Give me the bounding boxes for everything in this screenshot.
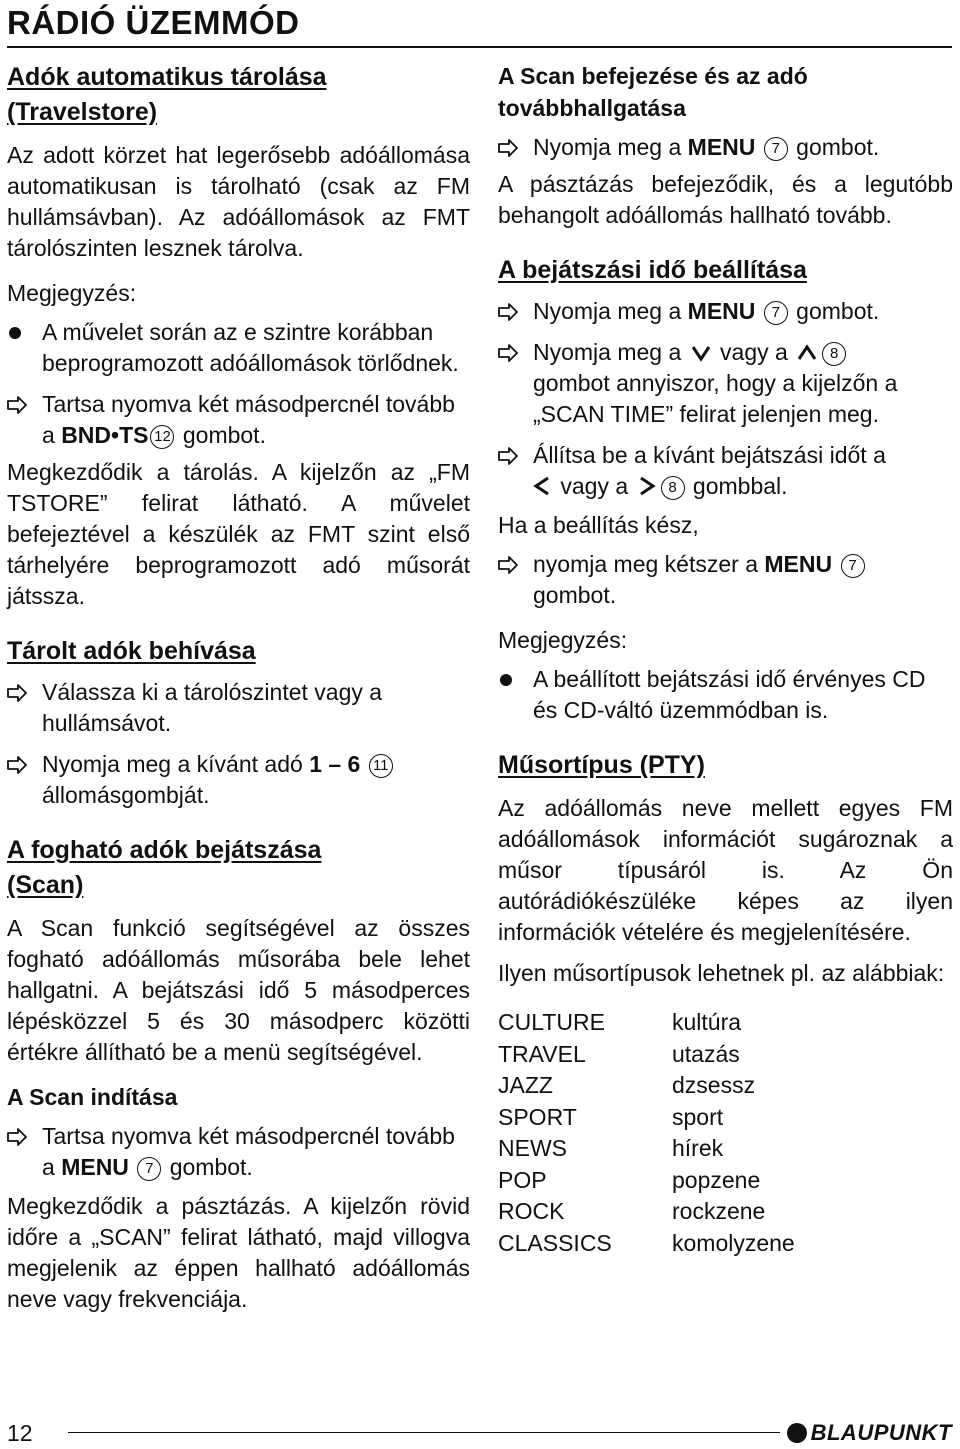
recall-heading: Tárolt adók behívása	[7, 637, 256, 665]
scan-time-done: Ha a beállítás kész,	[498, 512, 699, 538]
scan-time-step-1-text: Nyomja meg a	[533, 298, 688, 324]
pty-code: CULTURE	[498, 1009, 605, 1035]
travelstore-heading-line2: (Travelstore)	[7, 98, 158, 126]
pty-intro: Az adóállomás neve mellett egyes FM adóállomások információt sugároznak a műsor típusáról is. Az Ön autórádiókészüléke képes az ilyen információk vételére és megjelenítésére.	[498, 795, 953, 945]
note-bullet-text-right: A beállított bejátszási idő érvényes CD és CD-váltó üzemmódban is.	[533, 666, 926, 723]
pty-label: popzene	[672, 1166, 761, 1193]
button-number-badge: 7	[137, 1157, 161, 1181]
arrow-right-icon	[498, 556, 518, 574]
pty-label: rockzene	[672, 1198, 766, 1224]
bullet-icon	[500, 674, 512, 686]
arrow-right-icon	[7, 756, 27, 774]
button-number-badge: 7	[841, 554, 865, 578]
brand-dot-icon	[787, 1423, 807, 1443]
pty-list-intro: Ilyen műsortípusok lehetnek pl. az alábbiak:	[498, 960, 945, 986]
pty-code: CLASSICS	[498, 1229, 612, 1256]
note-bullet-text: A művelet során az e szintre korábban beprogramozott adóállomások törlődnek.	[42, 319, 459, 376]
pty-code: SPORT	[498, 1103, 577, 1130]
button-number-badge: 12	[150, 425, 174, 449]
scan-time-step-2-text: Nyomja meg a	[533, 339, 688, 365]
scan-start-step	[7, 1121, 470, 1183]
scan-time-step-2-text-end: gombot annyiszor, hogy a kijelzőn a „SCAN TIME” felirat jelenjen meg.	[533, 370, 898, 427]
scan-time-step-2-or: vagy a	[713, 339, 795, 365]
scan-time-step-3	[498, 440, 953, 502]
instruction-text: Tartsa nyomva két másodpercnél tovább a	[42, 391, 455, 448]
scan-heading	[7, 833, 470, 903]
travelstore-result: Megkezdődik a tárolás. A kijelzőn az „FM TSTORE” felirat látható. A művelet befejeztével a készülék az FMT szint első tárhelyére beprogramozott adó műsorát játssza.	[7, 459, 470, 609]
bnd-ts-key: BND•TS	[61, 422, 149, 448]
menu-key: MENU	[61, 1154, 129, 1180]
arrow-right-icon	[498, 303, 518, 321]
recall-step-1	[7, 677, 470, 739]
button-number-badge: 7	[764, 301, 788, 325]
travelstore-heading-line1: Adók automatikus tárolása	[7, 63, 327, 91]
menu-key: MENU	[687, 298, 756, 324]
scan-end-heading: A Scan befejezése és az adó továbbhallgatása	[498, 63, 808, 121]
menu-key: MENU	[687, 134, 756, 160]
preset-keys: 1 – 6	[309, 751, 361, 777]
header-divider	[7, 46, 952, 48]
chevron-down-icon	[691, 344, 711, 362]
arrow-right-icon	[498, 139, 518, 157]
instruction-hold-bnd-ts	[7, 389, 470, 451]
arrow-right-icon	[498, 447, 518, 465]
right-column	[498, 60, 953, 1259]
scan-time-step-1-text-end: gombot.	[789, 298, 880, 324]
pty-label: kultúra	[672, 1009, 742, 1035]
scan-time-step-2	[498, 337, 953, 430]
scan-heading-line1: A fogható adók bejátszása	[7, 836, 322, 864]
footer-divider	[68, 1432, 780, 1433]
button-number-badge: 8	[822, 342, 846, 366]
scan-start-text: Tartsa nyomva két másodpercnél tovább a	[42, 1123, 455, 1180]
scan-heading-line2: (Scan)	[7, 871, 84, 899]
menu-key: MENU	[764, 551, 833, 577]
recall-step-2-text-end: állomásgombját.	[42, 782, 210, 808]
pty-code: NEWS	[498, 1135, 567, 1161]
page-number: 12	[7, 1420, 33, 1446]
chevron-left-icon	[533, 476, 551, 496]
pty-label: sport	[672, 1103, 724, 1130]
scan-time-step-4-text: nyomja meg kétszer a	[533, 551, 765, 577]
recall-step-1-text: Válassza ki a tárolószintet vagy a hullámsávot.	[42, 679, 383, 736]
scan-end-result: A pásztázás befejeződik, és a legutóbb behangolt adóállomás hallható tovább.	[498, 171, 953, 228]
button-number-badge: 7	[764, 137, 788, 161]
scan-time-heading: A bejátszási idő beállítása	[498, 256, 807, 284]
button-number-badge: 8	[661, 476, 685, 500]
scan-start-result: Megkezdődik a pásztázás. A kijelzőn rövid időre a „SCAN” felirat látható, majd villogva megjelenik az éppen hallható adóállomás neve vagy frekvenciája.	[7, 1193, 470, 1312]
brand-name: BLAUPUNKT	[810, 1420, 952, 1445]
pty-label: utazás	[672, 1040, 740, 1067]
pty-label: dzsessz	[672, 1072, 756, 1098]
note-bullet-item-right	[498, 664, 953, 726]
recall-step-2	[7, 749, 470, 811]
scan-start-text-end: gombot.	[163, 1154, 253, 1180]
page-title: RÁDIÓ ÜZEMMÓD	[7, 4, 300, 41]
chevron-up-icon	[797, 344, 817, 362]
travelstore-intro: Az adott körzet hat legerősebb adóállomása automatikusan is tárolható (csak az FM hullámsávban). Az adóállomások az FMT tárolószinten lesznek tárolva.	[7, 142, 470, 261]
pty-type-table	[498, 1007, 953, 1259]
brand-logo	[787, 1419, 952, 1447]
arrow-right-icon	[7, 396, 27, 414]
note-label: Megjegyzés:	[7, 280, 137, 306]
scan-time-step-3-text: Állítsa be a kívánt bejátszási időt a	[533, 442, 886, 468]
scan-time-step-1	[498, 296, 953, 327]
scan-time-step-4	[498, 549, 953, 611]
scan-end-text: Nyomja meg a	[533, 134, 688, 160]
chevron-right-icon	[638, 476, 656, 496]
pty-code: JAZZ	[498, 1072, 553, 1098]
arrow-right-icon	[498, 344, 518, 362]
arrow-right-icon	[7, 684, 27, 702]
button-number-badge: 11	[369, 754, 393, 778]
pty-code: POP	[498, 1166, 547, 1193]
pty-label: komolyzene	[672, 1229, 795, 1256]
scan-time-step-4-text-end: gombot.	[533, 582, 617, 608]
note-bullet-item	[7, 317, 470, 379]
scan-time-step-3-or: vagy a	[554, 473, 635, 499]
pty-code: ROCK	[498, 1198, 565, 1224]
left-column	[7, 60, 470, 1315]
instruction-text-end: gombot.	[176, 422, 266, 448]
scan-start-heading: A Scan indítása	[7, 1084, 178, 1110]
arrow-right-icon	[7, 1128, 27, 1146]
bullet-icon	[9, 327, 21, 339]
pty-label: hírek	[672, 1135, 724, 1161]
note-label-right: Megjegyzés:	[498, 627, 628, 653]
pty-heading: Műsortípus (PTY)	[498, 751, 705, 779]
scan-end-step	[498, 132, 953, 163]
scan-end-text-end: gombot.	[789, 134, 880, 160]
scan-time-step-3-text-end: gombbal.	[686, 473, 788, 499]
pty-code: TRAVEL	[498, 1040, 586, 1067]
scan-intro: A Scan funkció segítségével az összes fogható adóállomás műsorába bele lehet hallgatni. A bejátszási idő 5 másodperces lépésközzel 5 és 30 másodperc közötti értékre állítható be a menü segítségével.	[7, 915, 470, 1065]
recall-step-2-text: Nyomja meg a kívánt adó	[42, 751, 310, 777]
travelstore-heading	[7, 60, 470, 130]
